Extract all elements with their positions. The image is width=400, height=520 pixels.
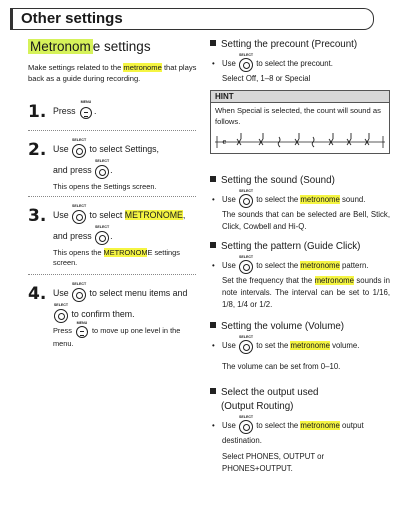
step-text-b: to select Settings, (87, 144, 159, 154)
step-text-a: Use (53, 210, 72, 220)
precount-section (210, 38, 390, 85)
section-title (28, 38, 198, 56)
instruction (210, 335, 390, 355)
step-text-d: . (110, 231, 113, 241)
section-heading (210, 38, 390, 52)
step-note: This opens the Settings screen. (53, 182, 157, 191)
instruction-c: pattern. (339, 261, 369, 270)
intro-text (28, 62, 198, 84)
step-text-b: to select menu items and (87, 288, 188, 298)
step-note-highlight: METRONOM (103, 248, 148, 257)
step-number: 4. (28, 284, 47, 304)
pattern-section (210, 240, 390, 311)
step-text (53, 284, 198, 349)
select-icon-label: SELECT (72, 282, 87, 286)
select-icon-label: SELECT (238, 335, 254, 339)
output-section (210, 386, 390, 475)
select-icon-label: SELECT (72, 204, 87, 208)
instruction-a: Use (222, 421, 239, 430)
section-heading-text: Select the output used (221, 387, 319, 398)
page-title: Other settings (21, 10, 123, 27)
instruction-detail: The sounds that can be selected are Bell, Stick, Click, Cowbell and Hi-Q. (222, 210, 390, 231)
menu-button-icon (74, 321, 90, 339)
section-heading (210, 240, 390, 254)
select-dial-icon (71, 138, 87, 161)
instruction-b: to set the (254, 341, 291, 350)
intro-text-b: that plays back as a guide during recording. (28, 63, 197, 83)
menu-icon-label: MENU (76, 321, 88, 325)
select-icon-label: SELECT (238, 415, 254, 419)
hint-text: When Special is selected, the count will sound as follows. (215, 106, 381, 126)
step-note-a: This opens the (53, 248, 104, 257)
step-note (53, 321, 198, 349)
step-number: 1. (28, 102, 47, 122)
section-heading (210, 320, 390, 334)
select-icon-label: SELECT (94, 225, 110, 229)
divider (28, 130, 196, 131)
select-dial-icon (71, 282, 87, 305)
section-title-rest: e settings (92, 39, 151, 54)
detail-a: Set the frequency that the (222, 276, 315, 285)
step-note (53, 248, 198, 268)
section-heading-text: Setting the precount (Precount) (221, 39, 358, 50)
select-dial-icon (238, 415, 254, 435)
step-text-a: Use (53, 288, 72, 298)
instruction-c: output destination. (222, 421, 364, 445)
select-dial-icon (94, 159, 113, 182)
step-note-b: E settings screen. (53, 248, 180, 267)
section-heading-text: Setting the sound (Sound) (221, 175, 335, 186)
select-dial-icon (238, 335, 254, 355)
section-heading-text: Setting the pattern (Guide Click) (221, 241, 361, 252)
bullet: • (212, 195, 215, 204)
instruction-highlight: metronome (300, 195, 340, 204)
step-note-b: to move up one level in the menu. (53, 326, 181, 348)
select-icon-label: SELECT (72, 138, 87, 142)
select-dial-icon (94, 225, 113, 248)
step-number: 3. (28, 206, 47, 226)
intro-text-a: Make settings related to the (28, 63, 124, 72)
detail-highlight: metronome (314, 276, 354, 285)
section-heading-text: Setting the volume (Volume) (221, 321, 345, 332)
section-heading (210, 174, 390, 188)
step-text-b2: , (182, 210, 186, 220)
instruction-detail: The volume can be set from 0–10. (222, 362, 341, 371)
instruction-c: volume. (329, 341, 360, 350)
section-heading-line2: (Output Routing) (221, 401, 294, 412)
select-icon-label: SELECT (53, 303, 69, 307)
instruction-a: Use (222, 195, 239, 204)
step-text-d: . (110, 165, 113, 175)
intro-highlight: metronome (123, 63, 162, 72)
bullet: • (212, 59, 215, 68)
section-title-highlight: Metronom (30, 39, 91, 54)
square-bullet-icon (210, 388, 216, 394)
step-text-c: to confirm them. (69, 309, 135, 319)
step-text-c: and press (53, 165, 95, 175)
instruction-a: Use (222, 341, 239, 350)
select-dial-icon (238, 53, 254, 73)
step-text-c: and press (53, 231, 95, 241)
step-text (53, 102, 198, 123)
step-text (53, 206, 198, 268)
square-bullet-icon (210, 40, 216, 46)
divider (28, 196, 196, 197)
select-icon-label: SELECT (238, 53, 254, 57)
step-text-b: to select (87, 210, 125, 220)
step-text-b: . (93, 106, 97, 116)
menu-icon-label: MENU (80, 100, 92, 104)
page-header (10, 8, 374, 30)
bullet: • (212, 341, 215, 350)
instruction-highlight: metronome (290, 341, 330, 350)
detail-b: sounds in note intervals. The interval can be set to 1/16, 1/8, 1/4 or 1/2. (222, 276, 390, 309)
select-dial-icon (238, 255, 254, 275)
svg-text:𝄴: 𝄴 (222, 138, 227, 149)
instruction-detail: Select PHONES, OUTPUT or PHONES+OUTPUT. (222, 452, 325, 473)
divider (28, 274, 196, 275)
square-bullet-icon (210, 322, 216, 328)
menu-button-icon (78, 100, 97, 123)
instruction-detail: Select Off, 1–8 or Special (222, 74, 311, 83)
volume-section (210, 320, 390, 373)
hint-box (210, 90, 390, 154)
instruction-b: to select the (254, 195, 301, 204)
count-pattern-notation (215, 133, 385, 151)
step-note-a: Press (53, 326, 74, 335)
instruction-detail (210, 275, 390, 311)
select-icon-label: SELECT (238, 189, 254, 193)
instruction-b: to select the (254, 261, 301, 270)
instruction-c: sound. (339, 195, 366, 204)
instruction-b: to select the (254, 421, 301, 430)
step-text-a: Press (53, 106, 78, 116)
sound-section (210, 174, 390, 233)
instruction-highlight: metronome (300, 421, 340, 430)
instruction-b: to select the precount. (254, 59, 333, 68)
instruction (210, 255, 390, 275)
instruction-a: Use (222, 59, 239, 68)
instruction (210, 415, 390, 447)
step-number: 2. (28, 140, 47, 160)
instruction (210, 53, 390, 73)
left-column (28, 38, 198, 348)
instruction-highlight: metronome (300, 261, 340, 270)
bullet: • (212, 261, 215, 270)
instruction-a: Use (222, 261, 239, 270)
hint-heading: HINT (211, 91, 389, 103)
instruction (210, 189, 390, 209)
step-text-a: Use (53, 144, 72, 154)
select-icon-label: SELECT (94, 159, 110, 163)
select-dial-icon (53, 303, 69, 326)
bullet: • (212, 421, 215, 430)
step-highlight: METRONOME (124, 210, 183, 220)
square-bullet-icon (210, 242, 216, 248)
select-dial-icon (238, 189, 254, 209)
select-dial-icon (71, 204, 87, 227)
square-bullet-icon (210, 176, 216, 182)
step-text (53, 140, 198, 192)
section-heading (210, 386, 390, 400)
select-icon-label: SELECT (238, 255, 254, 259)
